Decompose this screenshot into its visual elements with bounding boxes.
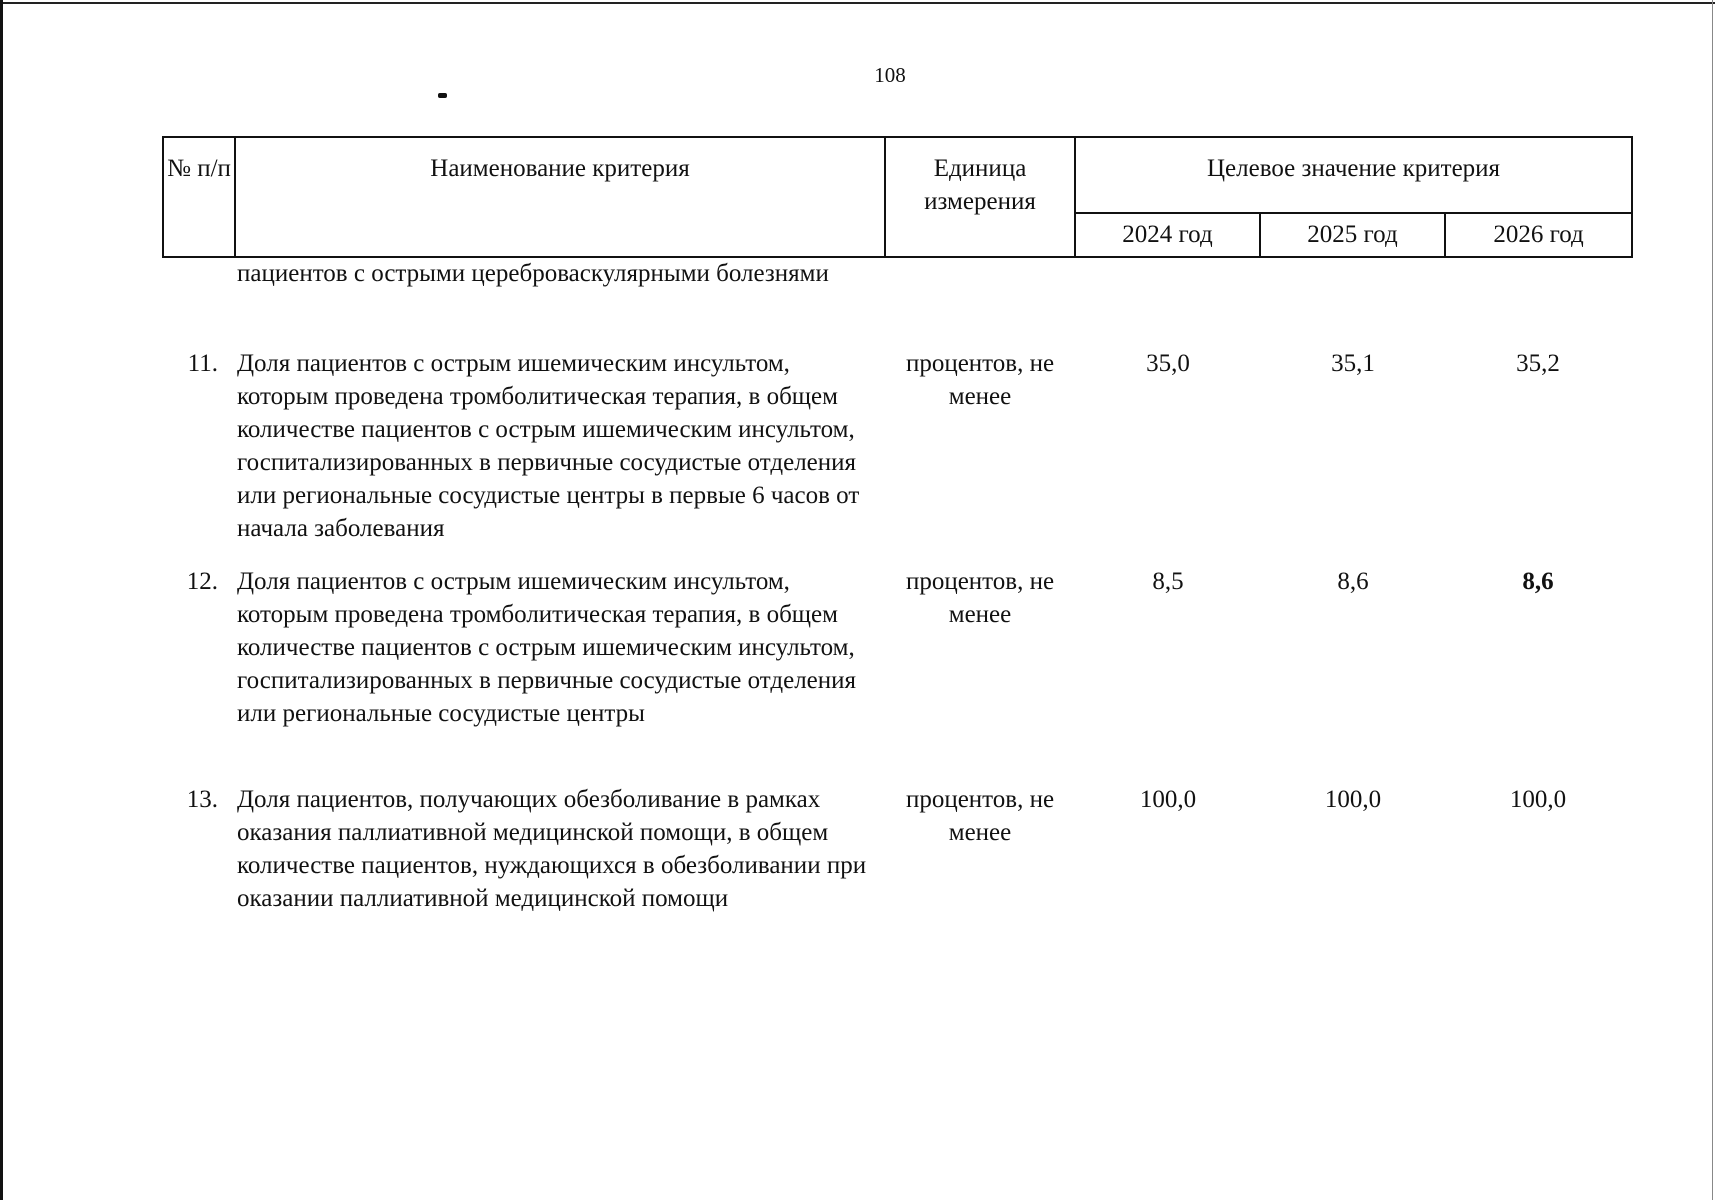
criterion-unit: процентов, не менее (905, 568, 1055, 628)
header-year-2025: 2025 год (1260, 213, 1445, 257)
header-criterion-name: Наименование критерия (235, 137, 885, 257)
criterion-name: Доля пациентов, получающих обезболивание в рамках оказания паллиативной медицинской помощи, в общем количестве пациентов, нуждающихся в обезболивании при оказании паллиативной медицинской помощи (237, 786, 867, 912)
value-2026: 100,0 (1509, 786, 1567, 813)
value-2026: 35,2 (1516, 350, 1560, 377)
value-2025: 100,0 (1324, 786, 1382, 813)
row-number: 12. (186, 568, 218, 595)
page-number: 108 (874, 63, 906, 87)
header-number: № п/п (163, 137, 235, 257)
value-2024: 35,0 (1146, 350, 1190, 377)
value-2024: 100,0 (1139, 786, 1197, 813)
continued-criterion-text: пациентов с острыми цереброваскулярными болезнями (237, 260, 829, 287)
criterion-unit: процентов, не менее (905, 786, 1055, 846)
criterion-unit: процентов, не менее (905, 350, 1055, 410)
criterion-name: Доля пациентов с острым ишемическим инсультом, которым проведена тромболитическая терапия, в общем количестве пациентов с острым ишемическим инсультом, госпитализированных в первичные сосудистые отделения или региональные сосудистые центры (237, 568, 857, 727)
row-number: 13. (186, 786, 218, 813)
header-year-2024: 2024 год (1075, 213, 1260, 257)
row-number: 11. (187, 350, 218, 377)
value-2024: 8,5 (1152, 568, 1184, 595)
criterion-name: Доля пациентов с острым ишемическим инсультом, которым проведена тромболитическая терапия, в общем количестве пациентов с острым ишемическим инсультом, госпитализированных в первичные сосудистые отделения или региональные сосудистые центры в первые 6 часов от начала заболевания (237, 350, 860, 542)
header-unit: Единица измерения (885, 137, 1075, 257)
value-2025: 35,1 (1331, 350, 1375, 377)
value-2025: 8,6 (1337, 568, 1369, 595)
header-target-value: Целевое значение критерия (1075, 137, 1632, 213)
header-year-2026: 2026 год (1445, 213, 1632, 257)
value-2026: 8,6 (1522, 568, 1554, 595)
